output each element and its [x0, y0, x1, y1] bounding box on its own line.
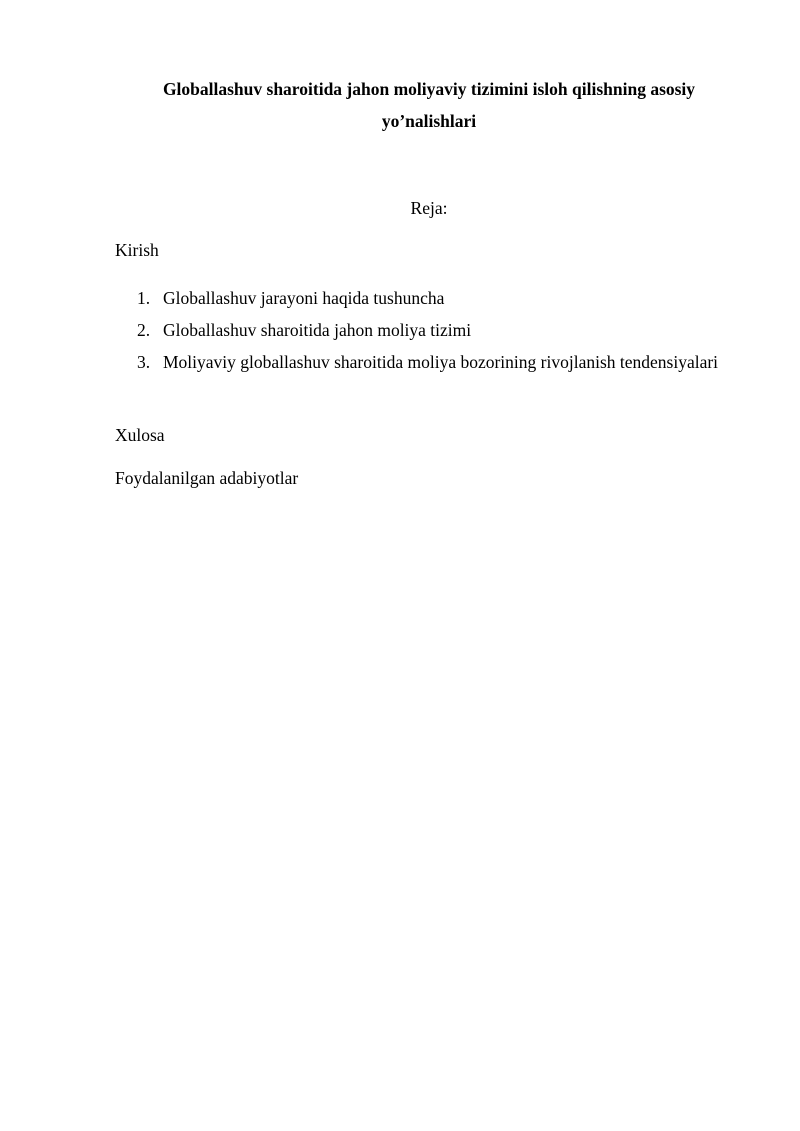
- plan-item-number: 2.: [137, 320, 151, 340]
- plan-heading: Reja:: [410, 198, 448, 218]
- references-label: Foydalanilgan adabiyotlar: [115, 468, 299, 488]
- plan-item-text: Globallashuv sharoitida jahon moliya tizimi: [163, 320, 472, 340]
- intro-label: Kirish: [115, 240, 159, 260]
- plan-item-2: [137, 314, 743, 346]
- document-title: [115, 73, 743, 137]
- plan-item-text: Globallashuv jarayoni haqida tushuncha: [163, 288, 445, 308]
- plan-item-text: Moliyaviy globallashuv sharoitida moliya bozorining rivojlanish tendensiyalari: [163, 352, 719, 372]
- plan-item-3: [137, 346, 743, 379]
- conclusion-label: Xulosa: [115, 425, 165, 445]
- title-line-1: Globallashuv sharoitida jahon moliyaviy tizimini isloh qilishning asosiy: [162, 79, 696, 99]
- title-line-2: yo’nalishlari: [381, 111, 477, 131]
- plan-item-1: [137, 282, 743, 314]
- plan-item-number: 3.: [137, 352, 151, 372]
- plan-item-number: 1.: [137, 288, 151, 308]
- plan-list: [137, 282, 743, 379]
